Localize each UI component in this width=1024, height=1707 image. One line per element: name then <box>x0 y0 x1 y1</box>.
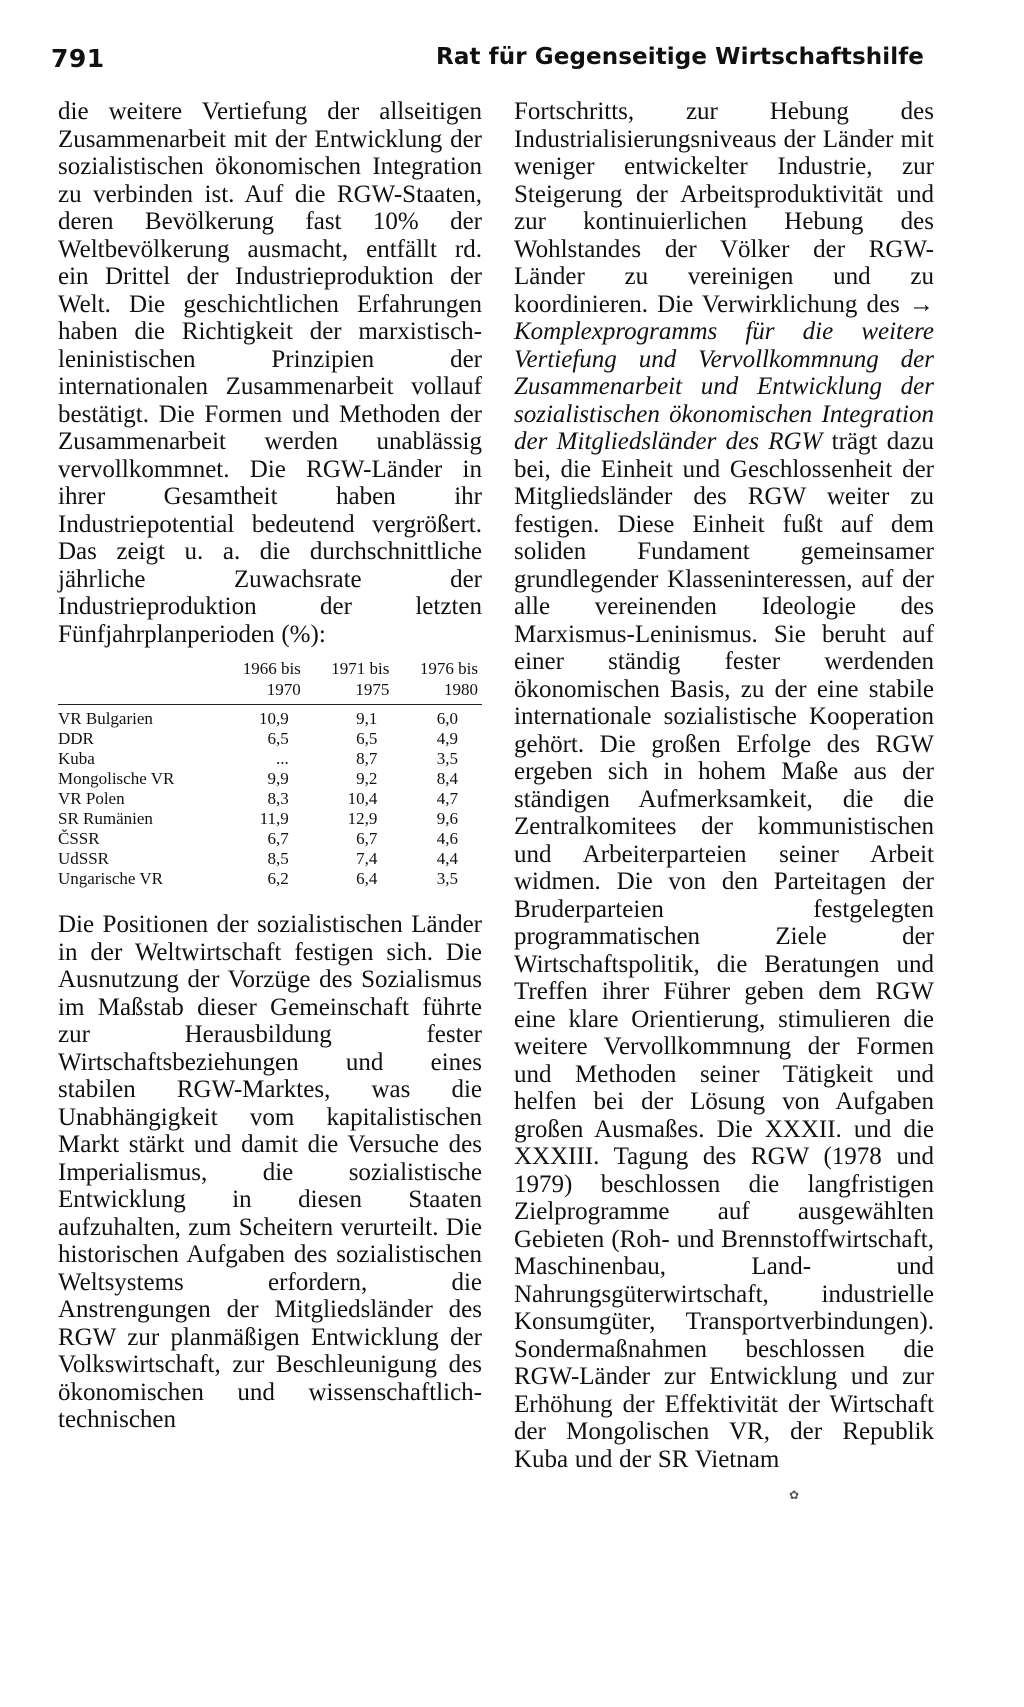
right-lead-text: Fortschritts, zur Hebung des Industrialisierungsniveaus der Länder mit weniger entwickelter Industrie, zur Steigerung der Arbeitsproduktivität und zur kontinuierlichen Hebung des Wohlstandes der Völker der RGW-Länder zu vereinigen und zu koordinieren. Die Verwirklichung des <box>514 98 934 318</box>
left-column <box>58 98 482 1434</box>
table-cell-value: 4,4 <box>436 849 458 868</box>
table-cell-value: 9,2 <box>356 769 378 788</box>
table-cell-value: 6,7 <box>267 829 289 848</box>
right-column <box>514 98 934 1473</box>
growth-rate-table-wrapper <box>58 658 482 889</box>
table-cell-value: 6,0 <box>436 709 458 728</box>
table-row-country: Mongolische VR <box>58 769 175 788</box>
table-row-country: ČSSR <box>58 829 100 848</box>
cross-reference-link[interactable]: Komplexprogramms für die weitere Vertiefung und Vervollkommnung der Zusammenarbeit und Entwicklung der sozialistischen ökonomischen Integration der Mitgliedsländer des RGW <box>514 318 934 455</box>
table-cell-value: 4,6 <box>436 829 458 848</box>
table-cell-value: 6,4 <box>356 869 378 888</box>
left-intro-paragraph: die weitere Vertiefung der allseitigen Zusammenarbeit mit der Entwicklung der sozialistischen ökonomischen Integration zu verbinden ist. Auf die RGW-Staaten, deren Bevölkerung fast 10% der Weltbevölkerung ausmacht, entfällt rd. ein Drittel der Industrieproduktion der Welt. Die geschichtlichen Erfahrungen haben die Richtigkeit der marxistisch-leninistischen Prinzipien der internationalen Zusammenarbeit vollauf bestätigt. Die Formen und Methoden der Zusammenarbeit werden unablässig vervollkommnet. Die RGW-Länder in ihrer Gesamtheit haben ihr Industriepotential bedeutend vergrößert. Das zeigt u. a. die durchschnittliche jährliche Zuwachsrate der Industrieproduktion der letzten Fünfjahrplanperioden (%): <box>58 98 482 648</box>
table-cell-value: 11,9 <box>259 809 289 828</box>
table-cell-value: 8,7 <box>356 749 378 768</box>
table-row-country: VR Bulgarien <box>58 709 153 728</box>
table-cell-value: 3,5 <box>436 869 458 888</box>
growth-rate-table <box>58 658 482 889</box>
table-cell-value: 9,9 <box>267 769 289 788</box>
table-cell-value: 8,4 <box>436 769 458 788</box>
table-cell-value: 8,3 <box>267 789 289 808</box>
table-cell-value: 3,5 <box>436 749 458 768</box>
table-cell-value: 12,9 <box>347 809 378 828</box>
left-outro-paragraph: Die Positionen der sozialistischen Länder in der Weltwirtschaft festigen sich. Die Ausnutzung der Vorzüge des Sozialismus im Maßstab dieser Gemeinschaft führte zur Herausbildung fester Wirtschaftsbeziehungen und eines stabilen RGW-Marktes, was die Unabhängigkeit vom kapitalistischen Markt stärkt und damit die Versuche des Imperialismus, die sozialistische Entwicklung in diesen Staaten aufzuhalten, zum Scheitern verurteilt. Die historischen Aufgaben des sozialistischen Weltsystems erfordern, die Anstrengungen der Mitgliedsländer des RGW zur planmäßigen Entwicklung der Volkswirtschaft, zur Beschleunigung des ökonomischen und wissenschaftlich-technischen <box>58 911 482 1433</box>
page-number: 791 <box>51 44 105 73</box>
table-cell-value: 10,4 <box>347 789 378 808</box>
table-row <box>58 849 482 869</box>
table-row <box>58 705 482 730</box>
table-row-country: Ungarische VR <box>58 869 163 888</box>
table-row <box>58 789 482 809</box>
table-cell-value: 7,4 <box>356 849 378 868</box>
table-row <box>58 769 482 789</box>
table-header-col-2: 1971 bis 1975 <box>331 659 390 699</box>
page-header <box>0 0 1024 90</box>
table-header-blank <box>58 658 216 705</box>
table-row <box>58 869 482 889</box>
table-row <box>58 729 482 749</box>
table-row-country: UdSSR <box>58 849 110 868</box>
table-cell-value: 9,6 <box>436 809 458 828</box>
running-title: Rat für Gegenseitige Wirtschaftshilfe <box>436 44 924 70</box>
table-row <box>58 809 482 829</box>
table-row <box>58 829 482 849</box>
table-body <box>58 705 482 890</box>
table-cell-value: 4,7 <box>436 789 458 808</box>
table-header-col-3: 1976 bis 1980 <box>419 659 478 699</box>
table-row-country: DDR <box>58 729 94 748</box>
table-cell-value: 6,5 <box>356 729 378 748</box>
cross-reference-arrow: → <box>909 290 934 318</box>
table-header-col-1: 1966 bis 1970 <box>242 659 301 699</box>
table-row-country: SR Rumänien <box>58 809 153 828</box>
table-cell-value: 6,7 <box>356 829 378 848</box>
table-cell-value: 6,2 <box>267 869 289 888</box>
table-header-row <box>58 658 482 705</box>
table-cell-value: ... <box>276 749 289 768</box>
right-rest-text: trägt dazu bei, die Einheit und Geschlossenheit der Mitgliedsländer des RGW weiter zu festigen. Diese Einheit fußt auf dem soliden Fundament gemeinsamer grundlegender Klasseninteressen, auf der alle vereinenden Ideologie des Marxismus-Leninismus. Sie beruht auf einer ständig fester werdenden ökonomischen Basis, zu der eine stabile internationale sozialistische Kooperation gehört. Die großen Erfolge des RGW ergeben sich in hohem Maße aus der ständigen Aufmerksamkeit, die die Zentralkomitees der kommunistischen und Arbeiterparteien seiner Arbeit widmen. Die von den Parteitagen der Bruderparteien festgelegten programmatischen Ziele der Wirtschaftspolitik, die Beratungen und Treffen ihrer Führer geben dem RGW eine klare Orientierung, stimulieren die weitere Vervollkommnung der Formen und Methoden seiner Tätigkeit und helfen bei der Lösung von Aufgaben großen Ausmaßes. Die XXXII. und die XXXIII. Tagung des RGW (1978 und 1979) beschlossen die langfristigen Zielprogramme auf ausgewählten Gebieten (Roh- und Brennstoffwirtschaft, Maschinenbau, Land- und Nahrungsgüterwirtschaft, industrielle Konsumgüter, Transportverbindungen). Sondermaßnahmen beschlossen die RGW-Länder zur Entwicklung und zur Erhöhung der Effektivität der Wirtschaft der Mongolischen VR, der Republik Kuba und der SR Vietnam <box>514 428 934 1473</box>
table-row <box>58 749 482 769</box>
table-cell-value: 8,5 <box>267 849 289 868</box>
table-cell-value: 4,9 <box>436 729 458 748</box>
table-cell-value: 10,9 <box>259 709 289 728</box>
table-row-country: VR Polen <box>58 789 125 808</box>
scan-speck: ✿ <box>789 1488 800 1502</box>
table-row-country: Kuba <box>58 749 95 768</box>
table-cell-value: 9,1 <box>356 709 378 728</box>
right-paragraph <box>514 98 934 1473</box>
table-cell-value: 6,5 <box>267 729 289 748</box>
